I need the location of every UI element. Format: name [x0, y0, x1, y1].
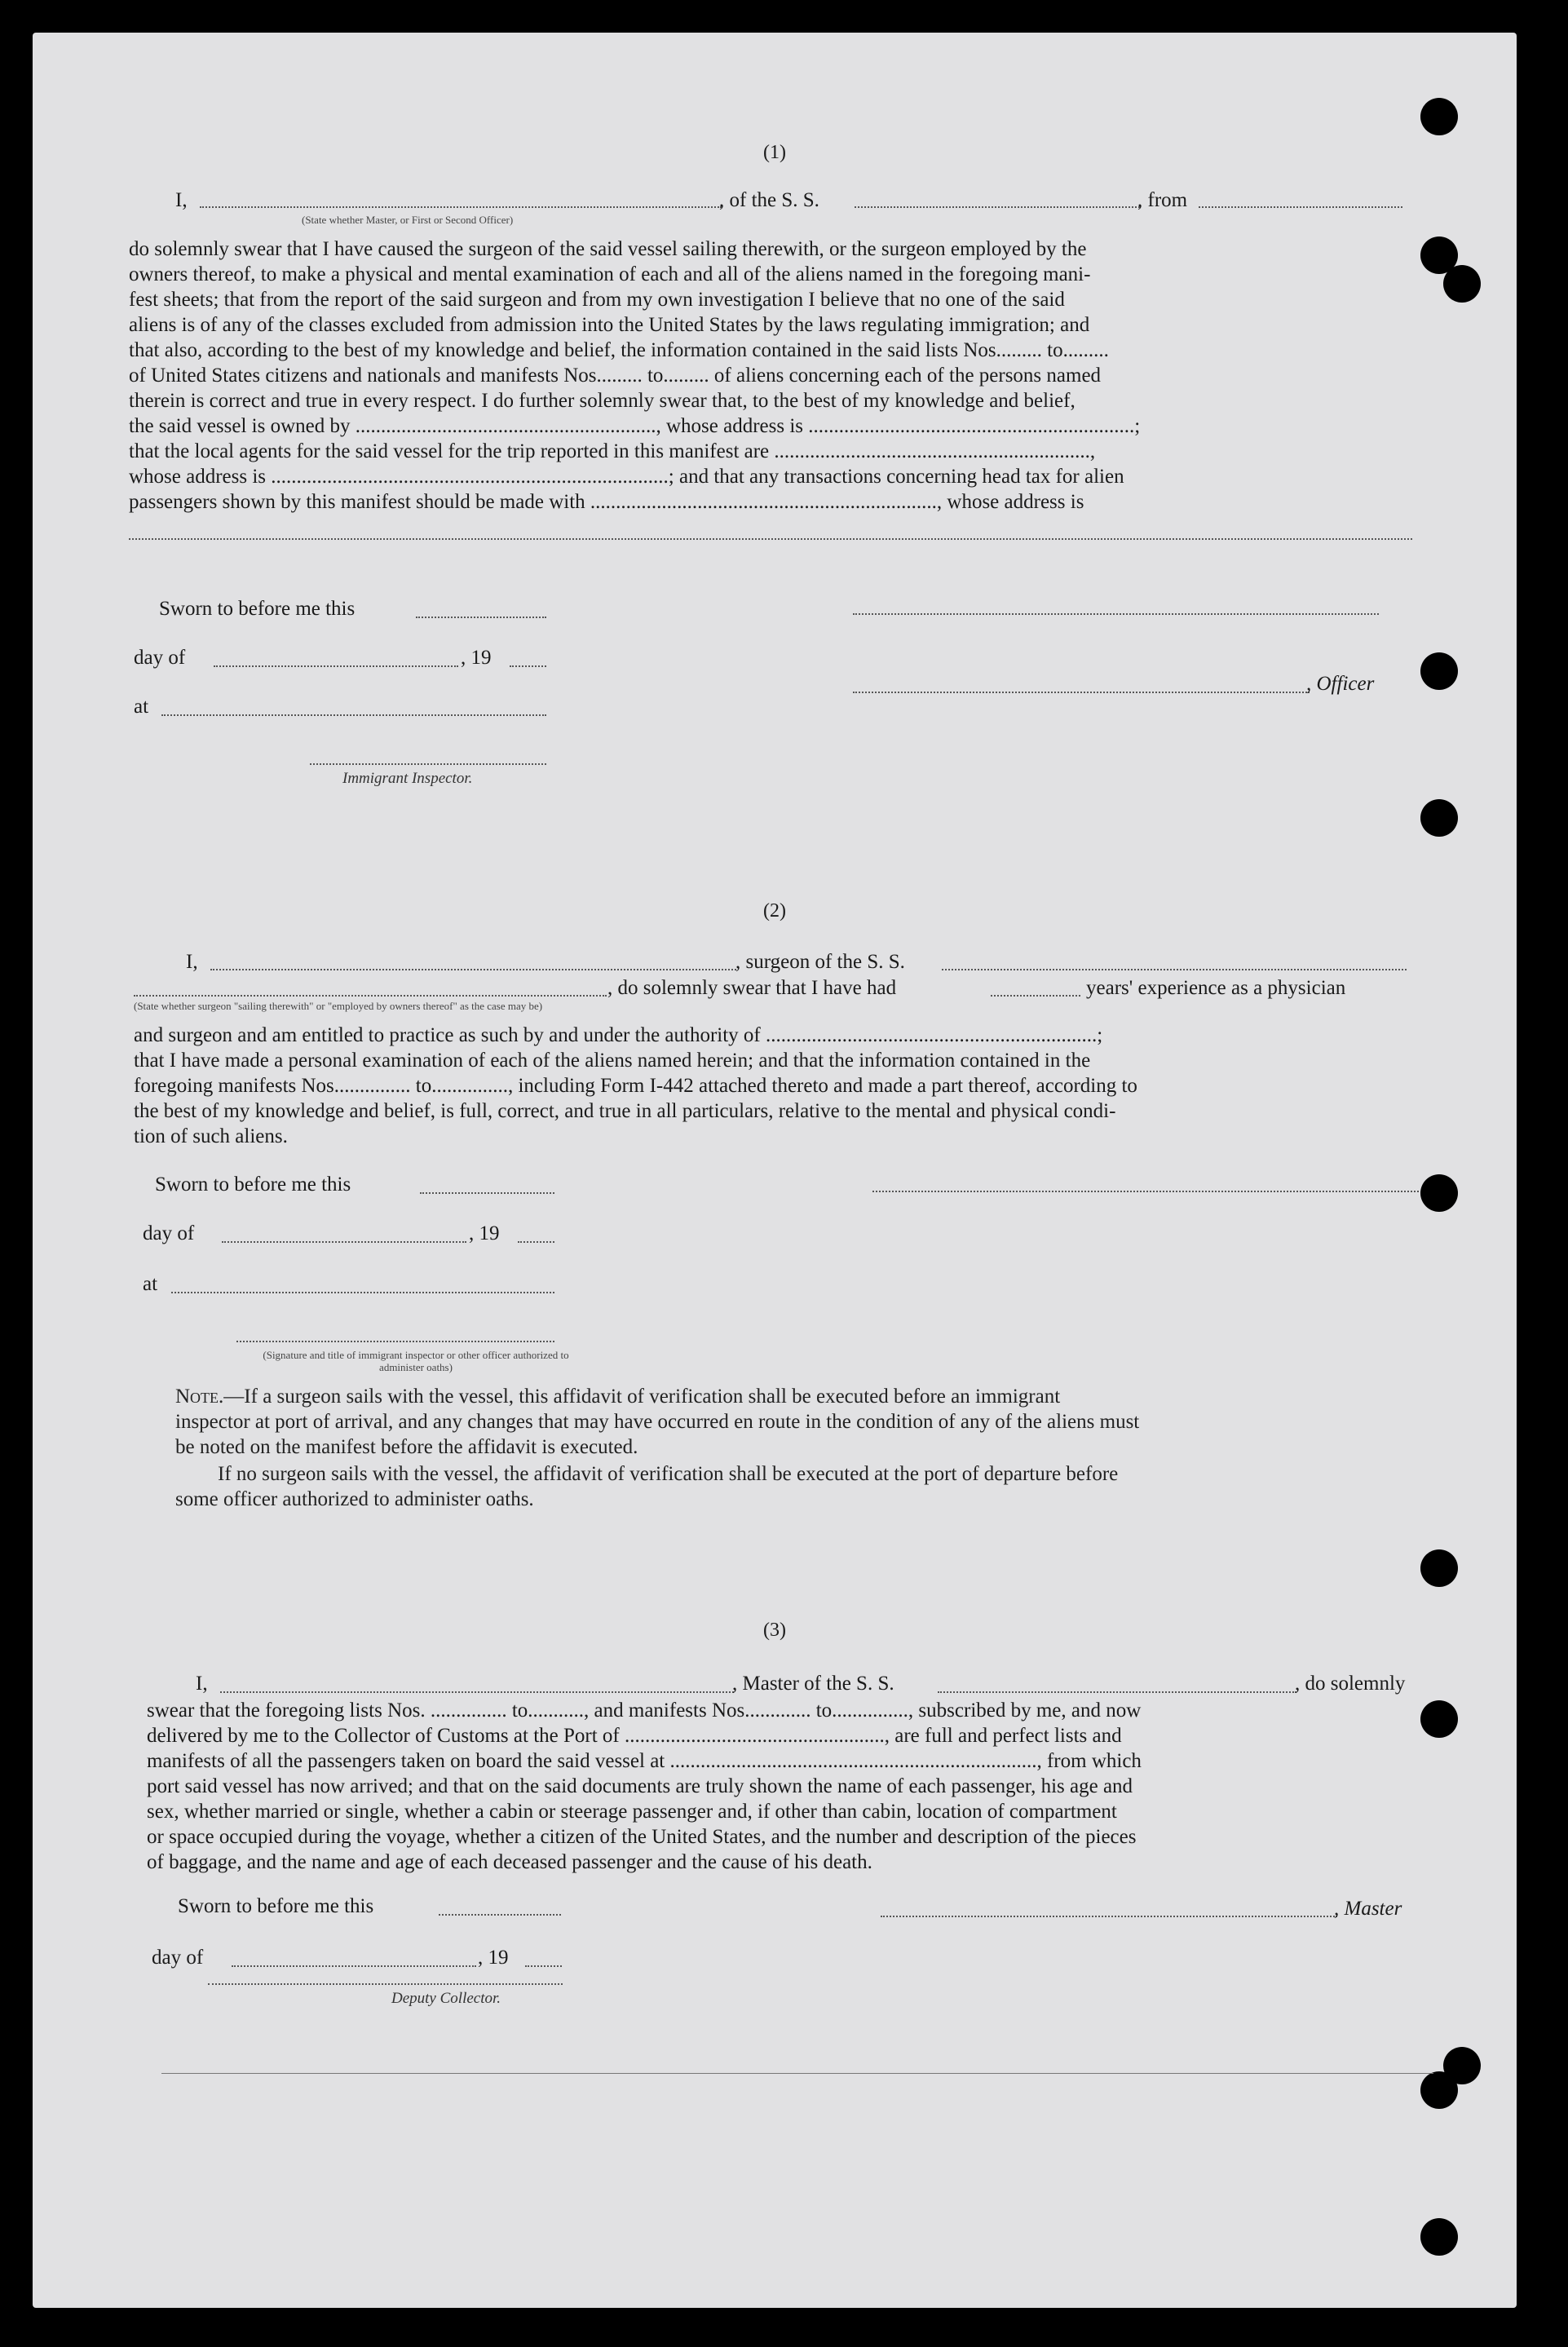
s2-years-blank	[991, 995, 1080, 997]
s1-i-label: I,	[175, 189, 188, 211]
s1-name-blank	[200, 206, 722, 208]
s1-at-label: at	[134, 696, 149, 718]
s3-sworn-blank	[439, 1914, 561, 1916]
s3-body-line: delivered by me to the Collector of Customs at the Port of ..................................................., are full and perfect lists and	[147, 1725, 1122, 1747]
s1-inspector-caption: Immigrant Inspector.	[342, 770, 473, 787]
s2-year-blank	[518, 1241, 554, 1243]
s2-body-line: and surgeon and am entitled to practice as such by and under the authority of .................................................................;	[134, 1024, 1103, 1046]
section-2-number: (2)	[763, 900, 786, 922]
s1-ship-blank	[855, 206, 1140, 208]
s2-swear-label: , do solemnly swear that I have had	[607, 977, 897, 999]
s2-body-line: that I have made a personal examination of each of the aliens named herein; and that the information contained in the	[134, 1050, 1091, 1072]
s1-from-blank	[1199, 206, 1402, 208]
s3-master-label: , Master of the S. S.	[732, 1673, 894, 1695]
s2-note-2-line: If no surgeon sails with the vessel, the affidavit of verification shall be executed at the port of departure before	[218, 1463, 1119, 1485]
s1-body-line: passengers shown by this manifest should be made with ...................................................................., whose address is	[129, 491, 1084, 513]
s3-body-line: manifests of all the passengers taken on board the said vessel at ........................................................................, from which	[147, 1750, 1142, 1772]
s1-ss-label: , of the S. S.	[719, 189, 819, 211]
s2-type-hint: (State whether surgeon "sailing therewith" or "employed by owners thereof" as the case may be)	[134, 1000, 543, 1012]
s1-sworn-blank	[416, 617, 546, 618]
s2-body-line: tion of such aliens.	[134, 1125, 288, 1147]
s1-body-line: that also, according to the best of my knowledge and belief, the information contained in the said lists Nos......... to.........	[129, 339, 1109, 361]
s3-ship-blank	[938, 1691, 1296, 1693]
s2-ship-blank	[942, 969, 1407, 970]
s1-day-blank	[214, 665, 458, 667]
s1-body	[129, 236, 1412, 515]
s1-address-blank	[129, 538, 1412, 540]
s3-name-blank	[220, 1691, 734, 1693]
s3-master-sign-text: , Master	[1334, 1898, 1402, 1920]
s1-inspector-blank	[310, 763, 546, 765]
s2-day-label: day of	[143, 1222, 195, 1244]
section-1-number: (1)	[763, 142, 786, 163]
s1-body-line: whose address is ..............................................................................; and that any transactions concerning head tax for alien	[129, 466, 1124, 488]
s1-officer-text: , Officer	[1306, 673, 1375, 695]
s1-body-line: aliens is of any of the classes excluded from admission into the United States by the laws regulating immigration; and	[129, 314, 1090, 336]
s1-body-line: that the local agents for the said vessel for the trip reported in this manifest are ..............................................................,	[129, 440, 1096, 462]
punch-hole	[1443, 2047, 1481, 2084]
s2-note-line: inspector at port of arrival, and any changes that may have occurred en route in the condition of any of the aliens must	[175, 1411, 1140, 1433]
s3-body-line: or space occupied during the voyage, whether a citizen of the United States, and the number and description of the pieces	[147, 1826, 1137, 1848]
s3-sworn-label: Sworn to before me this	[178, 1895, 374, 1917]
s2-surgeon-label: , surgeon of the S. S.	[735, 951, 905, 973]
s1-body-line: of United States citizens and nationals and manifests Nos......... to......... of aliens concerning each of the persons named	[129, 365, 1102, 387]
s1-body-line: the said vessel is owned by ..........................................................., whose address is ................................................................;	[129, 415, 1141, 437]
s2-note-line: —If a surgeon sails with the vessel, this affidavit of verification shall be executed before an immigrant	[223, 1386, 1061, 1408]
s2-sworn-blank	[420, 1192, 554, 1194]
s3-swear-end: , do solemnly	[1295, 1673, 1406, 1695]
section-3-number: (3)	[763, 1620, 786, 1641]
s2-note-continued	[175, 1409, 1431, 1460]
s3-body-line: port said vessel has now arrived; and that on the said documents are truly shown the name of each passenger, his age and	[147, 1775, 1133, 1797]
s2-officer-blank	[236, 1341, 554, 1342]
s3-body	[147, 1698, 1427, 1875]
s2-note-line: be noted on the manifest before the affidavit is executed.	[175, 1436, 638, 1458]
bottom-divider	[161, 2073, 1433, 2074]
s3-i-label: I,	[196, 1673, 208, 1695]
punch-hole	[1420, 1174, 1458, 1212]
s1-declarant-hint: (State whether Master, or First or Second Officer)	[302, 214, 514, 226]
s1-officer-blank	[853, 692, 1310, 693]
s1-signature-blank	[853, 613, 1379, 615]
s3-body-line: swear that the foregoing lists Nos. ............... to..........., and manifests Nos............. to..............., subscribed by me, and now	[147, 1699, 1142, 1722]
s1-declarant-line	[175, 189, 188, 212]
s3-collector-caption: Deputy Collector.	[391, 1990, 501, 2007]
s2-at-label: at	[143, 1273, 158, 1295]
s2-note-label: Note.	[175, 1386, 224, 1408]
s2-i-label: I,	[186, 951, 198, 973]
s2-note	[175, 1384, 1431, 1409]
s2-note-2	[175, 1461, 1431, 1512]
s1-at-blank	[161, 714, 546, 716]
s1-body-line: do solemnly swear that I have caused the surgeon of the said vessel sailing therewith, or the surgeon employed by the	[129, 238, 1087, 260]
s2-name-blank	[210, 969, 736, 970]
s2-body-line: the best of my knowledge and belief, is full, correct, and true in all particulars, relative to the mental and physical condi-	[134, 1100, 1116, 1122]
s3-collector-blank	[208, 1983, 563, 1985]
s2-at-blank	[171, 1292, 554, 1293]
s3-body-line: of baggage, and the name and age of each deceased passenger and the cause of his death.	[147, 1851, 872, 1873]
s3-day-blank	[232, 1965, 476, 1967]
s2-signature-blank	[872, 1191, 1419, 1192]
punch-hole	[1420, 1549, 1458, 1587]
s2-officer-caption: (Signature and title of immigrant inspector or other officer authorized to administer oaths)	[263, 1349, 569, 1373]
s2-year-label: , 19	[469, 1222, 500, 1244]
s1-body-line: owners thereof, to make a physical and mental examination of each and all of the aliens named in the foregoing mani-	[129, 263, 1091, 285]
s3-year-label: , 19	[478, 1947, 509, 1969]
s3-day-label: day of	[152, 1947, 204, 1969]
s1-from-label: , from	[1137, 189, 1188, 211]
punch-hole	[1420, 98, 1458, 135]
s3-master-sign-label	[1334, 1898, 1402, 1920]
s1-body-line: fest sheets; that from the report of the said surgeon and from my own investigation I believe that no one of the said	[129, 289, 1065, 311]
s2-body-line: foregoing manifests Nos............... to..............., including Form I-442 attached thereto and made a part thereof, according to	[134, 1075, 1137, 1097]
s3-year-blank	[525, 1965, 562, 1967]
s3-master-blank	[881, 1916, 1337, 1917]
s1-year-label: , 19	[461, 647, 492, 669]
s2-day-blank	[222, 1241, 466, 1243]
s2-body	[134, 1023, 1420, 1149]
s2-sworn-label: Sworn to before me this	[155, 1174, 351, 1196]
manifest-affidavit-page	[33, 33, 1517, 2308]
punch-hole	[1420, 652, 1458, 690]
s2-years-label: years' experience as a physician	[1086, 977, 1346, 999]
punch-hole	[1420, 799, 1458, 837]
s1-officer-label	[1306, 673, 1374, 696]
punch-hole	[1420, 2218, 1458, 2256]
s3-body-line: sex, whether married or single, whether a cabin or steerage passenger and, if other than cabin, location of compartment	[147, 1801, 1117, 1823]
s1-day-label: day of	[134, 647, 186, 669]
s1-body-line: therein is correct and true in every respect. I do further solemnly swear that, to the best of my knowledge and belief,	[129, 390, 1076, 412]
punch-hole	[1443, 265, 1481, 303]
s2-note-2-line: some officer authorized to administer oaths.	[175, 1488, 534, 1510]
s2-type-blank	[134, 995, 607, 997]
s1-year-blank	[510, 665, 546, 667]
s1-sworn-label: Sworn to before me this	[159, 598, 356, 620]
